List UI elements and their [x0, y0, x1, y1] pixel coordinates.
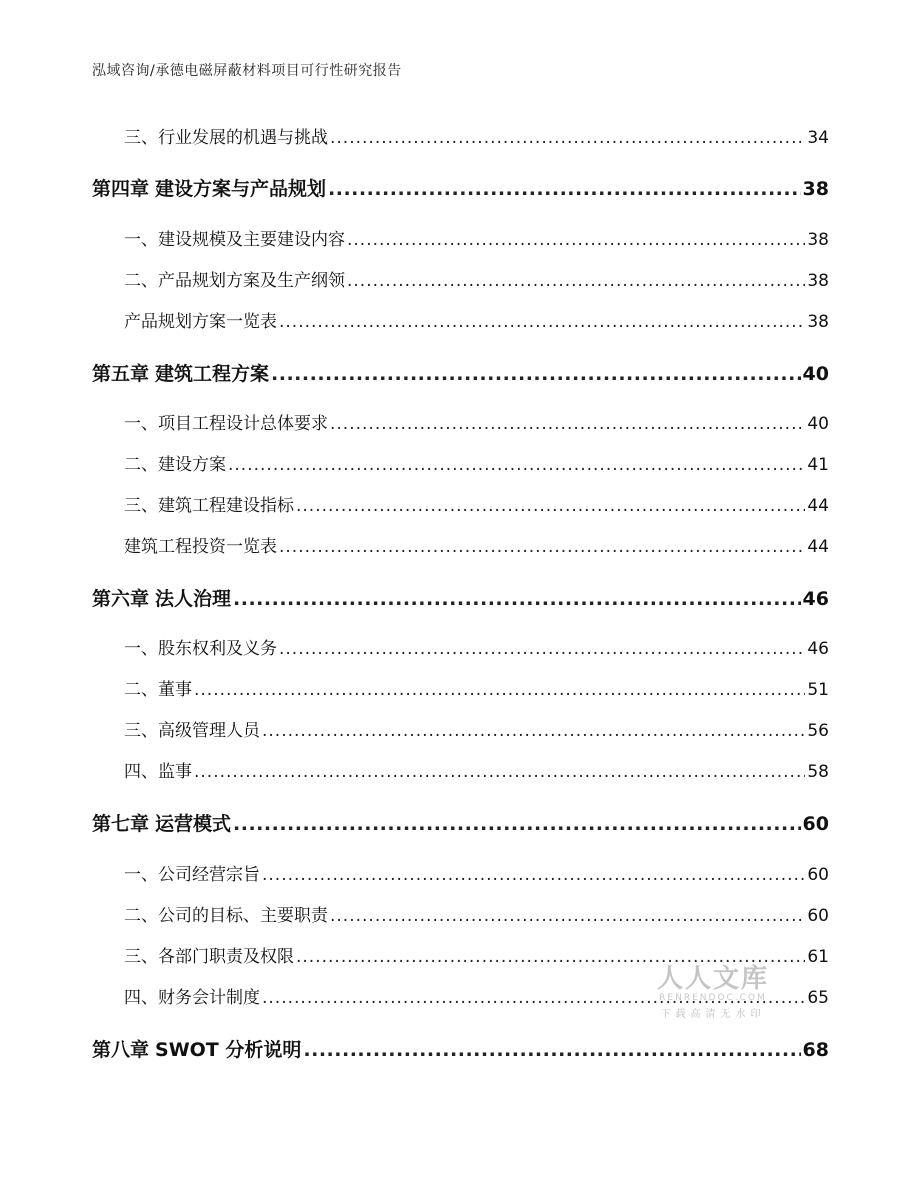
toc-entry-title: 董事 — [158, 680, 192, 700]
toc-entry-number: 三、 — [124, 496, 158, 516]
toc-section-entry[interactable] — [124, 860, 829, 885]
toc-dot-leader — [330, 906, 805, 926]
toc-entry-title: 法人治理 — [155, 588, 232, 610]
toc-dot-leader — [262, 721, 805, 741]
toc-page-number: 44 — [807, 496, 829, 516]
toc-dot-leader — [296, 496, 805, 516]
toc-page-number: 41 — [807, 455, 829, 475]
toc-entry-number: 第六章 — [92, 588, 150, 610]
toc-entry-number: 二、 — [124, 455, 158, 475]
toc-entry-number: 二、 — [124, 906, 158, 926]
toc-section-entry[interactable] — [124, 532, 829, 557]
toc-entry-title: 产品规划方案及生产纲领 — [158, 271, 345, 291]
watermark-logo-text: 人人文库 — [656, 964, 769, 994]
toc-page-number: 58 — [807, 762, 829, 782]
toc-dot-leader — [347, 271, 805, 291]
toc-dot-leader — [330, 128, 805, 148]
toc-entry-title: 各部门职责及权限 — [158, 947, 294, 967]
toc-entry-title: 行业发展的机遇与挑战 — [158, 128, 328, 148]
toc-page-number: 38 — [807, 230, 829, 250]
toc-page-number: 40 — [807, 414, 829, 434]
toc-chapter-entry[interactable] — [92, 584, 829, 611]
toc-chapter-entry[interactable] — [92, 809, 829, 836]
toc-section-entry[interactable] — [124, 409, 829, 434]
toc-entry-title: 高级管理人员 — [158, 721, 260, 741]
toc-entry-number: 三、 — [124, 947, 158, 967]
toc-dot-leader — [233, 813, 801, 835]
toc-entry-number: 一、 — [124, 865, 158, 885]
toc-section-entry[interactable] — [124, 675, 829, 700]
toc-entry-title: 建设规模及主要建设内容 — [158, 230, 345, 250]
toc-entry-number: 三、 — [124, 721, 158, 741]
toc-entry-title: 建筑工程投资一览表 — [124, 537, 277, 557]
watermark-tagline: 下载高清无水印 — [660, 1009, 766, 1020]
toc-page-number: 56 — [807, 721, 829, 741]
toc-chapter-entry[interactable] — [92, 174, 829, 201]
toc-dot-leader — [271, 363, 801, 385]
toc-dot-leader — [228, 455, 805, 475]
toc-entry-title: 项目工程设计总体要求 — [158, 414, 328, 434]
toc-page-number: 60 — [807, 865, 829, 885]
toc-entry-title: 产品规划方案一览表 — [124, 312, 277, 332]
toc-entry-title: 运营模式 — [155, 813, 232, 835]
toc-page-number: 60 — [802, 813, 829, 835]
toc-section-entry[interactable] — [124, 123, 829, 148]
toc-dot-leader — [194, 680, 805, 700]
toc-dot-leader — [347, 230, 805, 250]
toc-page-number: 65 — [807, 988, 829, 1008]
toc-page-number: 61 — [807, 947, 829, 967]
toc-dot-leader — [328, 178, 801, 200]
toc-page-number: 38 — [807, 312, 829, 332]
toc-entry-number: 一、 — [124, 414, 158, 434]
toc-entry-title: 建筑工程建设指标 — [158, 496, 294, 516]
toc-entry-number: 三、 — [124, 128, 158, 148]
toc-section-entry[interactable] — [124, 307, 829, 332]
toc-entry-number: 四、 — [124, 762, 158, 782]
toc-entry-title: 建设方案与产品规划 — [155, 178, 327, 200]
toc-section-entry[interactable] — [124, 757, 829, 782]
toc-entry-title: 建筑工程方案 — [155, 363, 270, 385]
toc-dot-leader — [233, 588, 801, 610]
toc-section-entry[interactable] — [124, 450, 829, 475]
toc-page-number: 34 — [807, 128, 829, 148]
toc-dot-leader — [194, 762, 805, 782]
toc-entry-title: 股东权利及义务 — [158, 639, 277, 659]
toc-dot-leader — [303, 1039, 800, 1061]
toc-chapter-entry[interactable] — [92, 1035, 829, 1062]
toc-page-number: 60 — [807, 906, 829, 926]
toc-page-number: 51 — [807, 680, 829, 700]
toc-entry-title: 公司经营宗旨 — [158, 865, 260, 885]
toc-page-number: 46 — [802, 588, 829, 610]
toc-entry-number: 第五章 — [92, 363, 150, 385]
toc-page-number: 68 — [802, 1039, 829, 1061]
toc-dot-leader — [279, 639, 805, 659]
toc-section-entry[interactable] — [124, 266, 829, 291]
toc-page-number: 38 — [802, 178, 829, 200]
toc-entry-number: 二、 — [124, 680, 158, 700]
watermark-domain: RENRENDOC.COM — [659, 993, 767, 1003]
toc-entry-number: 第八章 — [92, 1039, 150, 1061]
toc-dot-leader — [279, 312, 805, 332]
toc-entry-number: 一、 — [124, 230, 158, 250]
toc-entry-title: 监事 — [158, 762, 192, 782]
toc-entry-number: 第七章 — [92, 813, 150, 835]
toc-dot-leader — [262, 865, 805, 885]
toc-page-number: 44 — [807, 537, 829, 557]
page-header: 泓域咨询/承德电磁屏蔽材料项目可行性研究报告 — [92, 63, 402, 79]
toc-entry-title: 公司的目标、主要职责 — [158, 906, 328, 926]
toc-section-entry[interactable] — [124, 491, 829, 516]
toc-section-entry[interactable] — [124, 634, 829, 659]
toc-entry-number: 第四章 — [92, 178, 150, 200]
toc-page-number: 38 — [807, 271, 829, 291]
toc-entry-title: SWOT 分析说明 — [155, 1039, 302, 1061]
watermark — [648, 958, 778, 1020]
toc-entry-number: 二、 — [124, 271, 158, 291]
toc-entry-title: 财务会计制度 — [158, 988, 260, 1008]
toc-section-entry[interactable] — [124, 225, 829, 250]
toc-section-entry[interactable] — [124, 901, 829, 926]
toc-entry-number: 一、 — [124, 639, 158, 659]
toc-entry-number: 四、 — [124, 988, 158, 1008]
toc-page-number: 46 — [807, 639, 829, 659]
toc-entry-title: 建设方案 — [158, 455, 226, 475]
toc-page-number: 40 — [802, 363, 829, 385]
toc-dot-leader — [330, 414, 805, 434]
toc-section-entry[interactable] — [124, 716, 829, 741]
toc-dot-leader — [279, 537, 805, 557]
toc-chapter-entry[interactable] — [92, 359, 829, 386]
